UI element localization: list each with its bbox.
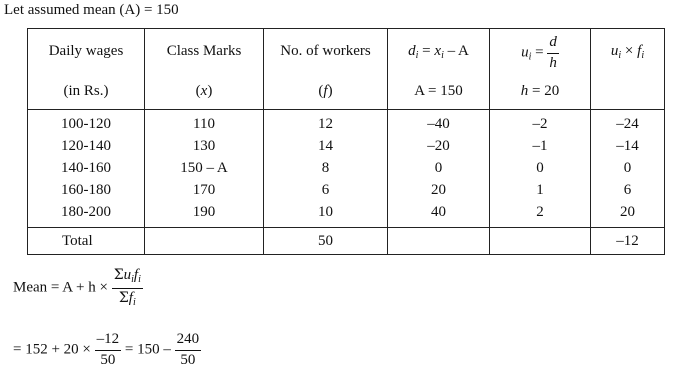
cell-product: 6 xyxy=(591,179,665,201)
mean-formula-fraction: $\frac{\Sigma u_if_i}{\Sigma f_i}$ xyxy=(113,267,141,308)
header-step-deviation: $u_i$ = $\frac{d}{h}$ h = 20 xyxy=(490,29,591,110)
cell-class-mark: 130 xyxy=(145,135,264,157)
header-uf-product: $u_i \times f_i$ xyxy=(591,29,665,110)
cell-wages: 160-180 xyxy=(28,179,145,201)
table-row xyxy=(28,110,665,136)
table-header-row xyxy=(28,29,665,110)
total-workers: 50 xyxy=(264,228,388,255)
table-row xyxy=(28,157,665,179)
assumed-mean-statement: Let assumed mean (A) = 150 xyxy=(4,2,179,18)
total-empty-cell xyxy=(145,228,264,255)
calc-fraction-1: $\frac{-12}{50}$ xyxy=(96,331,120,368)
total-empty-cell xyxy=(490,228,591,255)
cell-wages: 140-160 xyxy=(28,157,145,179)
cell-step: –1 xyxy=(490,135,591,157)
cell-step: 1 xyxy=(490,179,591,201)
cell-product: 20 xyxy=(591,201,665,228)
total-product: –12 xyxy=(591,228,665,255)
cell-step: 0 xyxy=(490,157,591,179)
cell-deviation: –20 xyxy=(388,135,490,157)
mean-formula-lhs: Mean = A + h × xyxy=(13,279,108,296)
cell-class-mark: 110 xyxy=(145,110,264,136)
calc-prefix: = 152 + 20 × xyxy=(13,341,91,358)
cell-deviation: 40 xyxy=(388,201,490,228)
cell-deviation: 0 xyxy=(388,157,490,179)
cell-step: –2 xyxy=(490,110,591,136)
calc-fraction-2: $\frac{240}{50}$ xyxy=(176,331,200,368)
table-row xyxy=(28,135,665,157)
cell-wages: 180-200 xyxy=(28,201,145,228)
cell-workers: 10 xyxy=(264,201,388,228)
table-row xyxy=(28,179,665,201)
cell-class-mark: 150 – A xyxy=(145,157,264,179)
frequency-table xyxy=(27,28,665,255)
calc-middle: = 150 – xyxy=(124,341,171,358)
header-deviation: $d_i = x_i - A$ A = 150 xyxy=(388,29,490,110)
cell-product: –24 xyxy=(591,110,665,136)
cell-deviation: 20 xyxy=(388,179,490,201)
cell-deviation: –40 xyxy=(388,110,490,136)
mean-calculation xyxy=(13,332,201,369)
header-daily-wages: Daily wages (in Rs.) xyxy=(28,29,145,110)
cell-class-mark: 170 xyxy=(145,179,264,201)
cell-wages: 100-120 xyxy=(28,110,145,136)
cell-wages: 120-140 xyxy=(28,135,145,157)
cell-workers: 6 xyxy=(264,179,388,201)
total-row xyxy=(28,228,665,255)
cell-workers: 8 xyxy=(264,157,388,179)
table-row xyxy=(28,201,665,228)
cell-product: 0 xyxy=(591,157,665,179)
total-label: Total xyxy=(28,228,145,255)
cell-step: 2 xyxy=(490,201,591,228)
mean-formula xyxy=(13,268,143,308)
cell-product: –14 xyxy=(591,135,665,157)
header-no-of-workers: No. of workers (f) xyxy=(264,29,388,110)
total-empty-cell xyxy=(388,228,490,255)
header-class-marks: Class Marks (x) xyxy=(145,29,264,110)
cell-workers: 14 xyxy=(264,135,388,157)
cell-class-mark: 190 xyxy=(145,201,264,228)
cell-workers: 12 xyxy=(264,110,388,136)
